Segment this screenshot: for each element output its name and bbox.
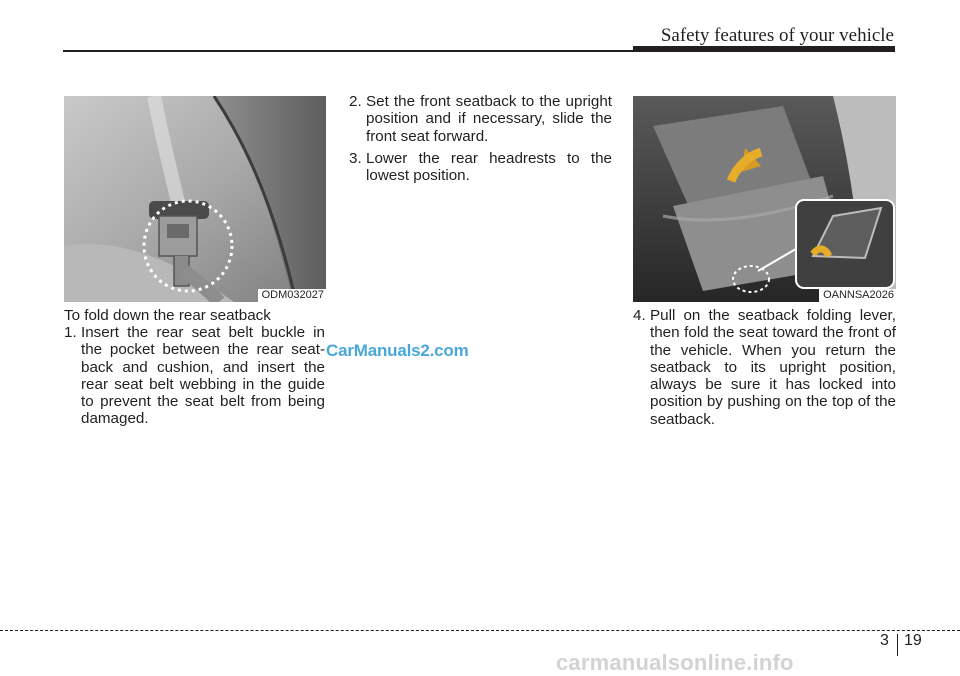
step-text: Set the front seatback to the upright position and if necessary, slide the front seat forward. [366,93,612,145]
step-number: 3. [349,150,362,167]
page-number: 19 [904,632,922,649]
step-1 [64,324,325,428]
page-divider [897,634,898,656]
step-3 [349,150,612,185]
figure-seat-belt-buckle [64,96,326,302]
rear-seat-illustration [633,96,896,302]
figure-rear-seat-fold [633,96,896,302]
footer-watermark[interactable]: carmanualsonline.info [556,650,794,675]
header-rule [63,50,633,52]
step-number: 2. [349,93,362,110]
figure-label: OANNSA2026 [819,289,896,302]
watermark-link[interactable]: CarManuals2.com [326,341,469,360]
figure-label: ODM032027 [258,289,326,302]
step-text: Insert the rear seat belt buckle in the pocket between the rear seat-back and cushion, and insert the rear seat belt webbing in the guide to prevent the seat belt from being damaged. [81,324,325,428]
page-section-number: 3 [880,632,889,649]
seat-belt-illustration [64,96,326,302]
footer-rule [0,630,960,631]
intro-text: To fold down the rear seatback [64,307,271,324]
step-2 [349,93,612,145]
section-title: Safety features of your vehicle [660,25,894,46]
header-rule-accent [633,46,895,52]
step-number: 1. [64,324,77,341]
step-text: Pull on the seatback folding lever, then fold the seat toward the front of the vehicle. When you return the seatback to its upright position, always be sure it has locked into position by pushing on the top of the seatback. [650,307,896,428]
step-text: Lower the rear headrests to the lowest position. [366,150,612,185]
step-number: 4. [633,307,646,324]
step-4 [633,307,896,428]
